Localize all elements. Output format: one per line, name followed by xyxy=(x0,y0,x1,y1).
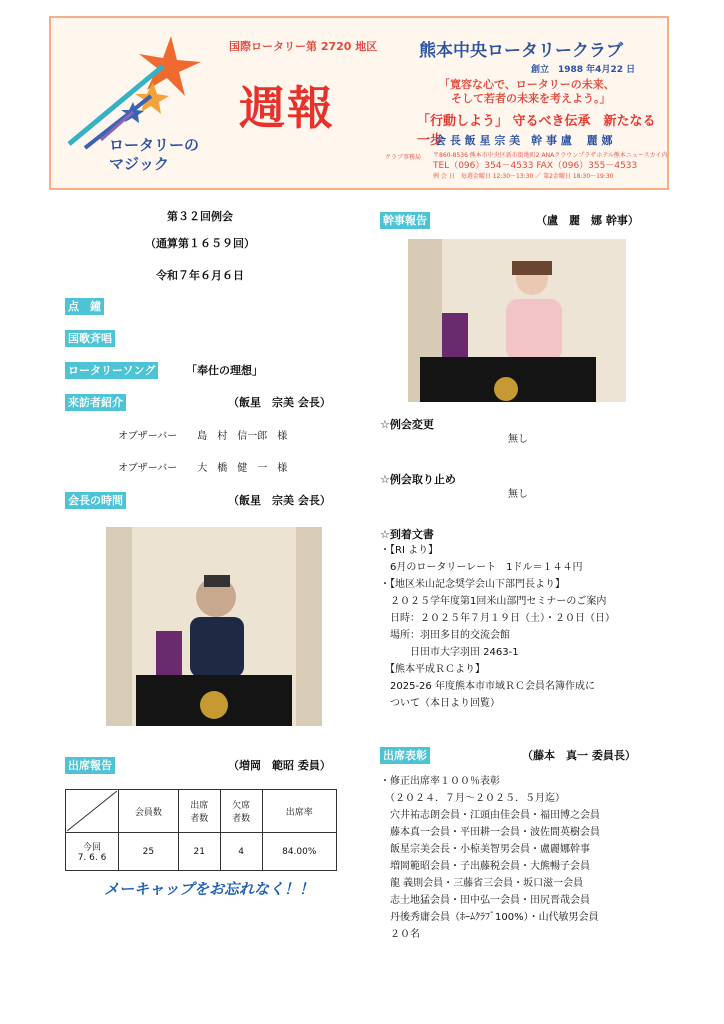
meeting-change-title: ☆例会変更 xyxy=(380,418,434,431)
motto: 「寛容な心で、ロータリーの未来、 そして若者の未来を考えよう。」 xyxy=(439,78,615,105)
award-presenter: （藤本 真一 委員長） xyxy=(522,749,636,762)
secretary-photo xyxy=(408,239,626,402)
award-list xyxy=(380,773,600,943)
document-line: ２０２５学年度第1回米山部門セミナーのご案内 xyxy=(380,596,607,607)
president-speaking-image xyxy=(106,527,322,726)
cell-rate: 84.00% xyxy=(262,833,336,871)
header-members: 会員数 xyxy=(119,790,179,833)
secretary-speaking-image xyxy=(408,239,626,402)
district-label: 国際ロータリー第 2720 地区 xyxy=(229,40,378,53)
documents-title: ☆到着文書 xyxy=(380,528,434,541)
club-name: 熊本中央ロータリークラブ xyxy=(419,41,623,61)
office-label: クラブ事務局 xyxy=(385,154,422,161)
total-meetings: （通算第１６５９回） xyxy=(145,237,255,250)
section-attendance-award: 出席表彰 xyxy=(380,747,430,764)
document-line: 場所：羽田多目的交流会館 xyxy=(380,630,510,641)
founded-date: 創立 1988 年4月22 日 xyxy=(531,65,636,75)
award-line: 飯星宗美会長・小椋美智男会員・盧麗娜幹事 xyxy=(380,844,590,855)
award-line: ・修正出席率１００％表彰 xyxy=(380,776,500,787)
award-line: 藤本真一会員・平田耕一会員・波佐間英樹会員 xyxy=(380,827,600,838)
visitor-1: オブザーバー 島 村 信一郎 様 xyxy=(118,431,288,442)
weekly-title: 週報 xyxy=(239,81,335,135)
document-line: 日時：２０２５年７月１９日（土）・２０日（日） xyxy=(380,613,615,624)
award-line: ２０名 xyxy=(380,929,420,940)
cell-members: 25 xyxy=(119,833,179,871)
row-label: 今回 7. 6. 6 xyxy=(66,833,119,871)
section-rotary-song: ロータリーソング xyxy=(65,362,158,379)
meeting-number: 第３２回例会 xyxy=(167,210,233,223)
officers: 会 長 飯 星 宗 美 幹 事 盧 麗 娜 xyxy=(435,134,613,147)
meeting-cancel-value: 無し xyxy=(508,489,528,500)
award-line: （２０２４．７月～２０２５．５月迄） xyxy=(380,793,565,804)
header-rate: 出席率 xyxy=(262,790,336,833)
document-line: ・【RI より】 xyxy=(380,545,439,556)
meeting-times: 例 会 日 毎週金曜日 12:30～13:30 ／ 第2金曜日 18:30～19:30 xyxy=(433,173,614,180)
president-photo xyxy=(106,527,322,726)
cell-attend: 21 xyxy=(178,833,220,871)
document-line: ついて（本日より回覧） xyxy=(380,698,500,709)
action-slogan: 「行動しよう」 守るべき伝承 新たなる一歩 xyxy=(417,114,656,148)
award-line: 丹後秀庸会員（ﾎｰﾑｸﾗﾌﾞ100%）・山代敏男会員 xyxy=(380,912,599,923)
meeting-cancel-title: ☆例会取り止め xyxy=(380,473,456,486)
document-line: 【熊本平成ＲＣより】 xyxy=(380,664,485,675)
star-logo-icon xyxy=(63,32,213,152)
award-line: 志土地猛会員・田中弘一会員・田尻晋哉会員 xyxy=(380,895,590,906)
header-banner xyxy=(49,16,669,190)
song-title: 「奉仕の理想」 xyxy=(186,364,263,377)
award-line: 龍 義則会員・三藤省三会員・坂口滋一会員 xyxy=(380,878,584,889)
document-line: 2025-26 年度熊本市市域ＲＣ会員名簿作成に xyxy=(380,681,595,692)
makeup-reminder: メーキャップをお忘れなく！！ xyxy=(104,880,315,898)
award-line: 増岡範昭会員・子出藤税会員・大熊暢子会員 xyxy=(380,861,590,872)
meeting-change-value: 無し xyxy=(508,434,528,445)
document-line: ・【地区米山記念奨学会山下部門長より】 xyxy=(380,579,565,590)
attendance-presenter: （増岡 範昭 委員） xyxy=(228,759,331,772)
president-presenter: （飯星 宗美 会長） xyxy=(228,494,331,507)
attendance-table xyxy=(65,789,337,871)
meeting-date: 令和７年６月６日 xyxy=(156,269,244,282)
section-attendance: 出席報告 xyxy=(65,757,115,774)
header-absent: 欠席 者数 xyxy=(220,790,262,833)
office-tel: TEL（096）354－4533 FAX（096）355－4533 xyxy=(433,161,638,171)
office-address: 〒860-8536 熊本市中央区新市街地町2 ANAクラウンプラザホテル熊本ニュースカイ内 xyxy=(433,152,668,159)
visitor-2: オブザーバー 大 橋 健 一 様 xyxy=(118,463,288,474)
table-corner xyxy=(66,790,119,833)
section-visitors: 来訪者紹介 xyxy=(65,394,126,411)
document-line: 日田市大字羽田 2463-1 xyxy=(380,647,519,658)
header-attend: 出席 者数 xyxy=(178,790,220,833)
documents-list xyxy=(380,542,615,712)
section-president-time: 会長の時間 xyxy=(65,492,126,509)
document-line: 6月のロータリーレート 1ドル＝１４４円 xyxy=(380,562,583,573)
cell-absent: 4 xyxy=(220,833,262,871)
magic-title: ロータリーの マジック xyxy=(109,136,200,173)
secretary-presenter: （盧 麗 娜 幹事） xyxy=(536,214,639,227)
section-anthem: 国歌斉唱 xyxy=(65,330,115,347)
award-line: 穴井祐志朗会員・江頭由佳会員・福田博之会員 xyxy=(380,810,600,821)
section-secretary: 幹事報告 xyxy=(380,212,430,229)
section-roll-call: 点 鐘 xyxy=(65,298,104,315)
visitors-presenter: （飯星 宗美 会長） xyxy=(228,396,331,409)
